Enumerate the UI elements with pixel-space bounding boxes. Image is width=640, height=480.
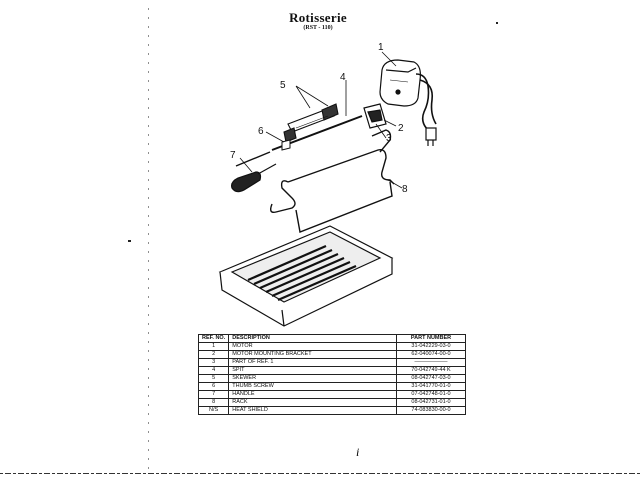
- row-part-number: 74-083830-00-0: [397, 407, 466, 415]
- table-row: [199, 383, 466, 391]
- row-description: SPIT: [229, 367, 397, 375]
- header-part-number: PART NUMBER: [397, 335, 466, 343]
- scan-speck: [128, 240, 131, 242]
- model-number: (RST - 110): [303, 25, 333, 31]
- row-part-number: 70-042749-44 K: [397, 367, 466, 375]
- row-part-number: 08-042747-03-0: [397, 375, 466, 383]
- handle-drawing: [232, 164, 276, 192]
- row-ref: 2: [199, 351, 229, 359]
- page-title: Rotisserie: [289, 10, 347, 25]
- callout-2: 2: [398, 123, 404, 134]
- row-part-number: 08-042731-01-0: [397, 399, 466, 407]
- table-row: [199, 367, 466, 375]
- row-part-number: ——————: [397, 359, 466, 367]
- callout-7: 7: [230, 150, 236, 161]
- motor-mounting-bracket-drawing: [364, 104, 386, 128]
- table-row: [199, 399, 466, 407]
- scan-edge-bottom: [0, 473, 640, 474]
- row-part-number: 07-042748-01-0: [397, 391, 466, 399]
- row-description: MOTOR MOUNTING BRACKET: [229, 351, 397, 359]
- row-ref: N/S: [199, 407, 229, 415]
- footer-mark: i: [356, 445, 360, 459]
- row-description: HANDLE: [229, 391, 397, 399]
- row-ref: 4: [199, 367, 229, 375]
- table-row: [199, 375, 466, 383]
- row-ref: 3: [199, 359, 229, 367]
- row-part-number: 31-041770-01-0: [397, 383, 466, 391]
- row-description: MOTOR: [229, 343, 397, 351]
- callout-3: 3: [386, 133, 392, 144]
- row-description: THUMB SCREW: [229, 383, 397, 391]
- parts-table: [198, 334, 466, 415]
- row-description: HEAT SHIELD: [229, 407, 397, 415]
- table-row: [199, 407, 466, 415]
- scan-speck: [496, 22, 498, 24]
- parts-table-header: [199, 335, 466, 343]
- table-row: [199, 391, 466, 399]
- callout-1: 1: [378, 42, 384, 53]
- row-ref: 8: [199, 399, 229, 407]
- callout-8: 8: [402, 184, 408, 195]
- row-ref: 7: [199, 391, 229, 399]
- table-row: [199, 351, 466, 359]
- row-ref: 1: [199, 343, 229, 351]
- table-row: [199, 359, 466, 367]
- row-ref: 6: [199, 383, 229, 391]
- callout-6: 6: [258, 126, 264, 137]
- callout-5: 5: [280, 80, 286, 91]
- row-description: SKEWER: [229, 375, 397, 383]
- callout-4: 4: [340, 72, 346, 83]
- table-row: [199, 343, 466, 351]
- row-description: PART OF REF. 1: [229, 359, 397, 367]
- header-ref-no: REF. NO.: [199, 335, 229, 343]
- row-part-number: 31-042229-03-0: [397, 343, 466, 351]
- broiler-pan-drawing: [220, 226, 392, 326]
- row-part-number: 62-040074-00-0: [397, 351, 466, 359]
- row-description: RACK: [229, 399, 397, 407]
- header-description: DESCRIPTION: [229, 335, 397, 343]
- row-ref: 5: [199, 375, 229, 383]
